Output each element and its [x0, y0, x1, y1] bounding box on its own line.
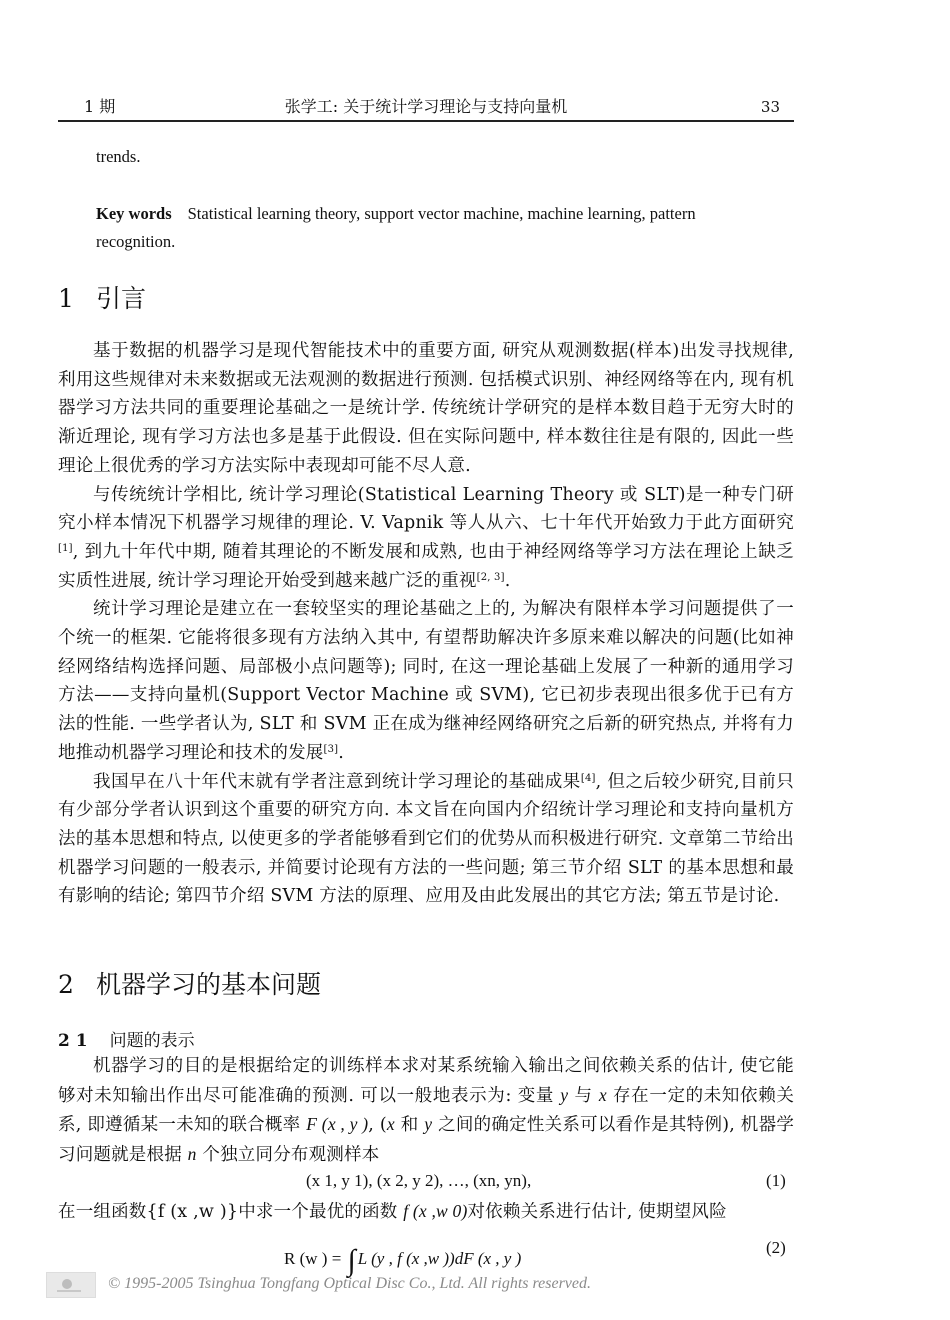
paragraph: 基于数据的机器学习是现代智能技术中的重要方面, 研究从观测数据(样本)出发寻找规律, 利用这些规律对未来数据或无法观测的数据进行预测. 包括模式识别、神经网络等在内, 现有机器学习方法共同的重要理论基础之一是统计学. 传统统计学研究的是样本数目趋于无穷大时的渐近理论, 现有学习方法也多是基于此假设. 但在实际问题中, 样本数往往是有限的, 因此一些理论上很优秀的学习方法实际中表现却可能不尽人意. [58, 341, 794, 476]
subsection-number: 2 1 [58, 1031, 88, 1051]
copyright-notice: © 1995-2005 Tsinghua Tongfang Optical Disc Co., Ltd. All rights reserved. [108, 1275, 592, 1292]
subsection-heading [58, 1026, 195, 1051]
paragraph: 机器学习的目的是根据给定的训练样本求对某系统输入输出之间依赖关系的估计, 使它能够对未知输出作出尽可能准确的预测. 可以一般地表示为: 变量 y 与 x 存在一定的未知依赖关系, 即遵循某一未知的联合概率 F (x , y ), (x 和 y 之间的确定性关系可以看作是其特例), 机器学习问题就是根据 n 个独立同分布观测样本 [58, 1056, 795, 1166]
keywords [96, 200, 766, 256]
paragraph: 与传统统计学相比, 统计学习理论(Statistical Learning Theory 或 SLT)是一种专门研究小样本情况下机器学习规律的理论. V. Vapnik 等人从六、七十年代开始致力于此方面研究[1], 到九十年代中期, 随着其理论的不断发展和成熟, 也由于神经网络等学习方法在理论上缺乏实质性进展, 统计学习理论开始受到越来越广泛的重视[2, 3]. [58, 484, 794, 591]
publisher-logo-icon [46, 1272, 96, 1298]
keywords-label: Key words [96, 204, 172, 223]
keywords-text: Statistical learning theory, support vector machine, machine learning, pattern recognition. [96, 204, 696, 251]
citation: [2, 3] [476, 571, 505, 583]
header-rule [58, 120, 794, 122]
citation: [4] [580, 772, 596, 784]
section-1-body [58, 337, 794, 911]
section-2-heading [58, 965, 321, 1001]
paragraph: 我国早在八十年代末就有学者注意到统计学习理论的基础成果[4], 但之后较少研究,目前只有少部分学者认识到这个重要的研究方向. 本文旨在向国内介绍统计学习理论和支持向量机方法的基本思想和特点, 以使更多的学者能够看到它们的优势从而积极进行研究. 文章第二节给出机器学习问题的一般表示, 并简要讨论现有方法的一些问题; 第三节介绍 SLT 的基本思想和最有影响的结论; 第四节介绍 SVM 方法的原理、应用及由此发展出的其它方法; 第五节是讨论. [58, 771, 794, 907]
equation-2: R (w ) = ∫ L (y , f (x ,w ))dF (x , y ) [284, 1244, 522, 1277]
page-number: 33 [760, 98, 780, 116]
citation: [3] [323, 743, 339, 755]
paragraph: 统计学习理论是建立在一套较坚实的理论基础之上的, 为解决有限样本学习问题提供了一个统一的框架. 它能将很多现有方法纳入其中, 有望帮助解决许多原来难以解决的问题(比如神经网络结构选择问题、局部极小点问题等); 同时, 在这一理论基础上发展了一种新的通用学习方法——支持向量机(Support Vector Machine 或 SVM), 它已初步表现出很多优于已有方法的性能. 一些学者认为, SLT 和 SVM 正在成为继神经网络研究之后新的研究热点, 并将有力地推动机器学习理论和技术的发展[3]. [58, 599, 794, 763]
section-2-body-continued [58, 1197, 794, 1227]
section-1-heading [58, 279, 146, 315]
page-footer [46, 1272, 646, 1298]
section-title: 引言 [96, 284, 147, 313]
equation-1: (x 1, y 1), (x 2, y 2), …, (xn, yn), [306, 1171, 532, 1190]
page-header [58, 92, 794, 120]
running-title: 张学工: 关于统计学习理论与支持向量机 [284, 97, 568, 116]
equation-1-label: (1) [766, 1171, 786, 1190]
paragraph: 在一组函数{f (x ,w )}中求一个最优的函数 f (x ,w 0)对依赖关系进行估计, 使期望风险 [58, 1201, 727, 1222]
section-title: 机器学习的基本问题 [96, 970, 322, 999]
joint-distribution: F (x , y ) [306, 1114, 369, 1135]
issue-label: 1 期 [84, 97, 116, 116]
abstract-tail: trends. [96, 147, 141, 166]
integral-sign: ∫ [347, 1244, 356, 1277]
equation-2-label: (2) [766, 1238, 786, 1257]
section-number: 1 [58, 284, 74, 313]
subsection-title: 问题的表示 [109, 1031, 195, 1051]
section-number: 2 [58, 970, 74, 999]
citation: [1] [58, 542, 73, 554]
section-2-body [58, 1052, 794, 1170]
